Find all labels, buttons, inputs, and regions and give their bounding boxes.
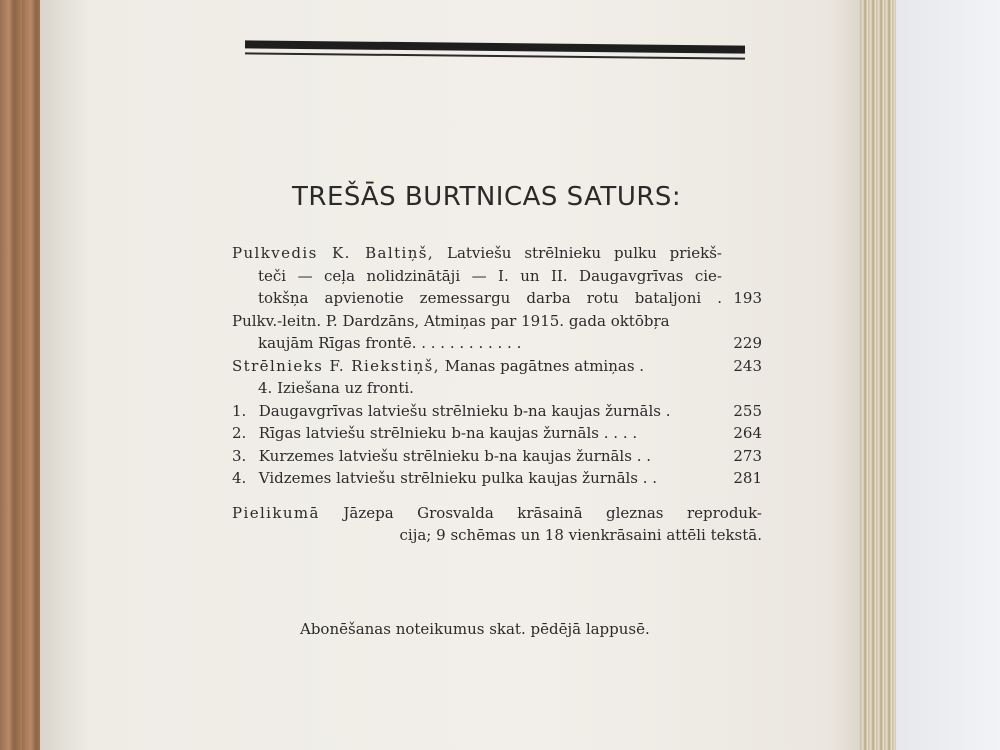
toc-entry-line — [232, 310, 762, 333]
page-number: 193 — [733, 289, 762, 307]
toc-entry-line — [232, 265, 762, 288]
appendix-text: Jāzepa Grosvalda krāsainā gleznas reproduk- — [343, 503, 762, 522]
page-number: 229 — [733, 334, 762, 352]
page-number: 281 — [733, 469, 762, 487]
entry-title-text: Manas pagātnes atmiņas . — [444, 356, 645, 375]
journal-title: Rīgas latviešu strēlnieku b-na kaujas žurnāls . . . . — [258, 424, 638, 442]
page-number: 264 — [733, 424, 762, 442]
author-name: Strēlnieks F. Riekstiņš, — [232, 356, 440, 375]
entry-title-text: kaujām Rīgas frontē. . . . . . . . . . . . — [258, 334, 522, 352]
list-number: 1. — [232, 401, 247, 420]
toc-entry-line — [232, 242, 762, 265]
list-number: 2. — [232, 424, 247, 442]
appendix-line — [232, 524, 762, 547]
toc-journal-line — [232, 422, 762, 445]
book-spine — [860, 0, 896, 750]
page-number: 255 — [733, 401, 762, 420]
subscription-note: Abonēšanas noteikumus skat. pēdējā lappusē. — [300, 620, 650, 638]
journal-title: Daugavgrīvas latviešu strēlnieku b-na kaujas žurnāls . — [258, 401, 671, 420]
page-number: 273 — [733, 446, 762, 465]
toc-entry-line — [232, 355, 762, 378]
toc-journal-line — [232, 467, 762, 490]
appendix-text: cija; 9 schēmas un 18 vienkrāsaini attēli tekstā. — [399, 526, 762, 544]
toc-journal-line — [232, 400, 762, 423]
list-number: 3. — [232, 446, 247, 465]
facing-page-edge — [896, 0, 1000, 750]
toc-section-heading: 4. Iziešana uz fronti. — [258, 379, 414, 397]
page-number: 243 — [733, 356, 762, 375]
appendix-line — [232, 502, 762, 525]
appendix-label: Pielikumā — [232, 503, 320, 522]
author-name: Pulkv.-leitn. P. Dardzāns, — [232, 311, 420, 330]
page-title: TREŠĀS BURTNICAS SATURS: — [292, 182, 682, 212]
toc-journal-line — [232, 445, 762, 468]
entry-title-text: Latviešu strēlnieku pulku priekš- — [446, 244, 722, 262]
entry-title-text: tokšņa apvienotie zemessargu darba rotu bataljoni . — [258, 289, 722, 307]
author-name: Pulkvedis K. Baltiņš, — [232, 244, 435, 262]
entry-title-text: Atmiņas par 1915. gada oktōbŗa — [423, 311, 670, 330]
journal-title: Vidzemes latviešu strēlnieku pulka kaujas žurnāls . . — [258, 469, 658, 487]
list-number: 4. — [232, 469, 247, 487]
toc-entry-line — [232, 332, 762, 355]
entry-title-text: teči — ceļa nolidzinātāji — I. un II. Daugavgrīvas cie- — [258, 266, 722, 285]
toc-entry-line — [232, 287, 762, 310]
table-of-contents — [232, 242, 762, 547]
journal-title: Kurzemes latviešu strēlnieku b-na kaujas žurnāls . . — [258, 446, 652, 465]
